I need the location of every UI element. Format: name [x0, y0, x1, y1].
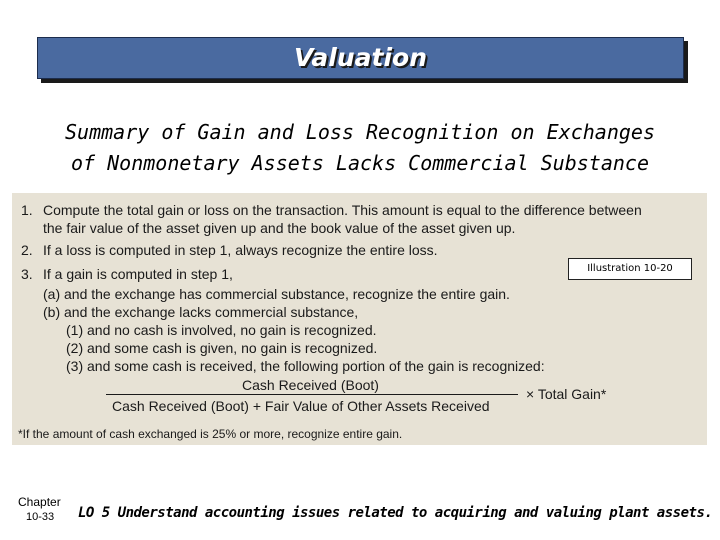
step-1-number: 1.	[21, 202, 33, 218]
step-3b-2: (2) and some cash is given, no gain is recognized.	[66, 340, 378, 356]
step-3b: (b) and the exchange lacks commercial substance,	[43, 304, 359, 320]
step-3-line-1: If a gain is computed in step 1,	[43, 266, 233, 282]
step-1-line-1: Compute the total gain or loss on the transaction. This amount is equal to the difference between	[43, 202, 642, 218]
formula-multiplier: × Total Gain*	[526, 386, 607, 402]
step-3a: (a) and the exchange has commercial substance, recognize the entire gain.	[43, 286, 510, 302]
footnote: *If the amount of cash exchanged is 25% or more, recognize entire gain.	[18, 427, 403, 441]
heading-line-2: of Nonmonetary Assets Lacks Commercial Substance	[71, 151, 649, 175]
slide-title: Valuation	[293, 43, 427, 72]
step-3b-1: (1) and no cash is involved, no gain is recognized.	[66, 322, 377, 338]
page-number: 10-33	[26, 511, 55, 523]
formula-denominator: Cash Received (Boot) + Fair Value of Other Assets Received	[112, 398, 490, 414]
fraction-bar	[106, 394, 518, 395]
illustration-label: Illustration 10-20	[568, 258, 692, 280]
step-2-number: 2.	[21, 242, 33, 258]
learning-objective: LO 5 Understand accounting issues related to acquiring and valuing plant assets.	[78, 505, 713, 521]
step-3b-3: (3) and some cash is received, the following portion of the gain is recognized:	[66, 358, 545, 374]
heading-line-1: Summary of Gain and Loss Recognition on Exchanges	[64, 120, 655, 144]
formula-numerator: Cash Received (Boot)	[242, 377, 379, 393]
step-2-line-1: If a loss is computed in step 1, always recognize the entire loss.	[43, 242, 438, 258]
step-1-line-2: the fair value of the asset given up and the book value of the asset given up.	[43, 220, 516, 236]
chapter-label: Chapter	[18, 495, 61, 509]
title-bar	[37, 37, 684, 79]
step-3-number: 3.	[21, 266, 33, 282]
